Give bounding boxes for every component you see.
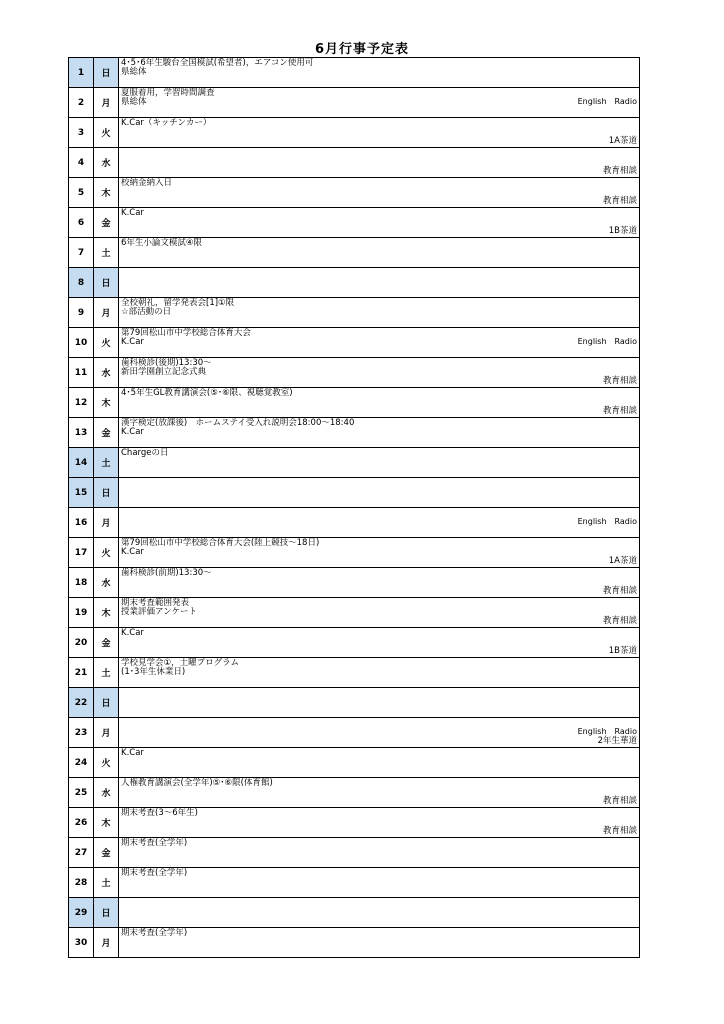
day-cell: 6 (69, 208, 94, 238)
event-lines (121, 419, 354, 437)
schedule-row (69, 238, 640, 268)
day-cell: 22 (69, 688, 94, 718)
events-cell (119, 358, 640, 388)
page-title: 6月行事予定表 (314, 42, 410, 57)
activity-note: 教育相談 (602, 586, 637, 596)
event-lines (121, 119, 211, 128)
event-line: 夏服着用，学習時間調査 (121, 88, 215, 98)
events-cell (119, 598, 640, 628)
event-line: K.Car (121, 748, 144, 758)
event-lines (121, 779, 273, 788)
day-cell: 18 (69, 568, 94, 598)
day-cell: 4 (69, 148, 94, 178)
event-line: 第79回松山市中学校総合体育大会 (121, 328, 251, 338)
day-cell: 17 (69, 538, 94, 568)
events-cell (119, 898, 640, 928)
event-line: 期末考査(全学年) (121, 838, 188, 848)
events-cell (119, 88, 640, 118)
event-lines (121, 389, 293, 398)
event-line: 授業評価アンケート (121, 607, 197, 617)
weekday-cell: 木 (94, 598, 119, 628)
event-lines (121, 209, 144, 218)
weekday-cell: 水 (94, 778, 119, 808)
activity-note: 教育相談 (602, 406, 637, 416)
events-cell (119, 148, 640, 178)
schedule-row (69, 628, 640, 658)
events-cell (119, 778, 640, 808)
event-line: 4･5年生GL教育講演会(⑤･⑥限、視聴覚教室) (121, 388, 293, 398)
event-lines (121, 449, 169, 458)
events-cell (119, 238, 640, 268)
schedule-row (69, 808, 640, 838)
schedule-body (69, 58, 640, 958)
event-lines (121, 89, 215, 107)
day-cell: 28 (69, 868, 94, 898)
schedule-row (69, 328, 640, 358)
event-lines (121, 299, 234, 317)
event-lines (121, 539, 319, 557)
event-line: K.Car (121, 337, 144, 347)
weekday-cell: 土 (94, 238, 119, 268)
event-line: 人権教育講演会(全学年)⑤･⑥限(体育館) (121, 778, 273, 788)
activity-note: 教育相談 (602, 826, 637, 836)
event-line: K.Car (121, 547, 144, 557)
day-cell: 1 (69, 58, 94, 88)
schedule-row (69, 868, 640, 898)
weekday-cell: 木 (94, 388, 119, 418)
events-cell (119, 628, 640, 658)
events-cell (119, 808, 640, 838)
weekday-cell: 土 (94, 868, 119, 898)
event-line: K.Car (121, 427, 144, 437)
weekday-cell: 月 (94, 718, 119, 748)
events-cell (119, 208, 640, 238)
day-cell: 21 (69, 658, 94, 688)
day-cell: 20 (69, 628, 94, 658)
schedule-row (69, 58, 640, 88)
event-line: 漢字検定(放課後) ホームステイ受入れ説明会18:00～18:40 (121, 418, 355, 428)
weekday-cell: 水 (94, 568, 119, 598)
activity-note: 教育相談 (602, 196, 637, 206)
weekday-cell: 水 (94, 148, 119, 178)
day-cell: 2 (69, 88, 94, 118)
day-cell: 13 (69, 418, 94, 448)
weekday-cell: 月 (94, 298, 119, 328)
event-line: 県総体 (121, 67, 147, 77)
event-lines (121, 659, 239, 677)
event-line: 歯科検診(前期)13:30～ (121, 568, 212, 578)
weekday-cell: 水 (94, 358, 119, 388)
day-cell: 7 (69, 238, 94, 268)
schedule-row (69, 718, 640, 748)
schedule-row (69, 388, 640, 418)
event-lines (121, 839, 187, 848)
event-line: 第79回松山市中学校総合体育大会(陸上競技～18日) (121, 538, 320, 548)
event-lines (121, 329, 251, 347)
event-line: K.Car (121, 628, 144, 638)
events-cell (119, 418, 640, 448)
event-lines (121, 359, 212, 377)
weekday-cell: 月 (94, 508, 119, 538)
schedule-row (69, 688, 640, 718)
activity-note: 教育相談 (602, 616, 637, 626)
event-lines (121, 599, 197, 617)
events-cell (119, 448, 640, 478)
event-line: 期末考査範囲発表 (121, 598, 190, 608)
event-line: 期末考査(全学年) (121, 868, 188, 878)
events-cell (119, 268, 640, 298)
weekday-cell: 日 (94, 688, 119, 718)
schedule-row (69, 88, 640, 118)
activity-note: 教育相談 (602, 166, 637, 176)
weekday-cell: 火 (94, 328, 119, 358)
weekday-cell: 日 (94, 898, 119, 928)
schedule-row (69, 838, 640, 868)
events-cell (119, 748, 640, 778)
event-lines (121, 629, 144, 638)
schedule-row (69, 598, 640, 628)
day-cell: 16 (69, 508, 94, 538)
day-cell: 8 (69, 268, 94, 298)
event-line: 期末考査(3～6年生) (121, 808, 198, 818)
day-cell: 5 (69, 178, 94, 208)
event-lines (121, 239, 202, 248)
schedule-row (69, 478, 640, 508)
schedule-row (69, 928, 640, 958)
events-cell (119, 928, 640, 958)
event-line: K.Car（キッチンカー） (121, 118, 212, 128)
events-cell (119, 508, 640, 538)
day-cell: 27 (69, 838, 94, 868)
activity-note: 2年生華道 (597, 736, 637, 746)
weekday-cell: 火 (94, 118, 119, 148)
events-cell (119, 688, 640, 718)
event-line: 校納金納入日 (121, 178, 173, 188)
event-line: Chargeの日 (121, 448, 169, 458)
event-line: 4･5･6年生駿台全国模試(希望者)，エアコン使用可 (121, 58, 314, 68)
events-cell (119, 658, 640, 688)
day-cell: 19 (69, 598, 94, 628)
event-line: (1･3年生休業日) (121, 667, 186, 677)
day-cell: 3 (69, 118, 94, 148)
schedule-row (69, 268, 640, 298)
activity-note: 教育相談 (602, 376, 637, 386)
day-cell: 30 (69, 928, 94, 958)
day-cell: 11 (69, 358, 94, 388)
day-cell: 14 (69, 448, 94, 478)
weekday-cell: 月 (94, 928, 119, 958)
schedule-row (69, 448, 640, 478)
weekday-cell: 木 (94, 808, 119, 838)
activity-note: 1A茶道 (608, 556, 637, 566)
event-line: K.Car (121, 208, 144, 218)
weekday-cell: 金 (94, 418, 119, 448)
schedule-row (69, 418, 640, 448)
weekday-cell: 火 (94, 748, 119, 778)
event-line: 歯科検診(後期)13:30～ (121, 358, 212, 368)
events-cell (119, 58, 640, 88)
event-line: ☆部活動の日 (121, 307, 172, 317)
schedule-row (69, 538, 640, 568)
day-cell: 15 (69, 478, 94, 508)
english-radio-note: English Radio (577, 516, 637, 526)
schedule-row (69, 568, 640, 598)
english-radio-note: English Radio (577, 336, 637, 346)
weekday-cell: 火 (94, 538, 119, 568)
events-cell (119, 118, 640, 148)
english-radio-note: English Radio (577, 726, 637, 736)
schedule-row (69, 208, 640, 238)
weekday-cell: 土 (94, 658, 119, 688)
events-cell (119, 868, 640, 898)
activity-note: 1B茶道 (608, 226, 637, 236)
activity-note: 教育相談 (602, 796, 637, 806)
events-cell (119, 718, 640, 748)
weekday-cell: 日 (94, 58, 119, 88)
event-line: 6年生小論文模試④限 (121, 238, 203, 248)
day-cell: 29 (69, 898, 94, 928)
events-cell (119, 568, 640, 598)
events-cell (119, 388, 640, 418)
day-cell: 26 (69, 808, 94, 838)
day-cell: 10 (69, 328, 94, 358)
events-cell (119, 178, 640, 208)
day-cell: 12 (69, 388, 94, 418)
weekday-cell: 金 (94, 208, 119, 238)
event-lines (121, 929, 187, 938)
weekday-cell: 日 (94, 268, 119, 298)
activity-note: 1B茶道 (608, 646, 637, 656)
schedule-row (69, 898, 640, 928)
weekday-cell: 金 (94, 838, 119, 868)
event-lines (121, 809, 198, 818)
schedule-table (68, 57, 640, 958)
schedule-row (69, 778, 640, 808)
weekday-cell: 金 (94, 628, 119, 658)
event-line: 県総体 (121, 97, 147, 107)
activity-note: 1A茶道 (608, 136, 637, 146)
schedule-row (69, 178, 640, 208)
day-cell: 24 (69, 748, 94, 778)
event-lines (121, 179, 172, 188)
schedule-row (69, 658, 640, 688)
event-lines (121, 59, 313, 77)
schedule-row (69, 298, 640, 328)
schedule-row (69, 508, 640, 538)
event-line: 新田学園創立記念式典 (121, 367, 207, 377)
day-cell: 25 (69, 778, 94, 808)
schedule-row (69, 148, 640, 178)
event-line: 期末考査(全学年) (121, 928, 188, 938)
events-cell (119, 538, 640, 568)
events-cell (119, 478, 640, 508)
schedule-row (69, 748, 640, 778)
event-lines (121, 749, 144, 758)
events-cell (119, 838, 640, 868)
weekday-cell: 月 (94, 88, 119, 118)
schedule-row (69, 358, 640, 388)
english-radio-note: English Radio (577, 96, 637, 106)
event-line: 全校朝礼，留学発表会[1]①限 (121, 298, 235, 308)
event-lines (121, 869, 187, 878)
schedule-row (69, 118, 640, 148)
weekday-cell: 木 (94, 178, 119, 208)
weekday-cell: 日 (94, 478, 119, 508)
event-line: 学校見学会①，土曜プログラム (121, 658, 240, 668)
weekday-cell: 土 (94, 448, 119, 478)
events-cell (119, 328, 640, 358)
day-cell: 23 (69, 718, 94, 748)
events-cell (119, 298, 640, 328)
event-lines (121, 569, 212, 578)
day-cell: 9 (69, 298, 94, 328)
